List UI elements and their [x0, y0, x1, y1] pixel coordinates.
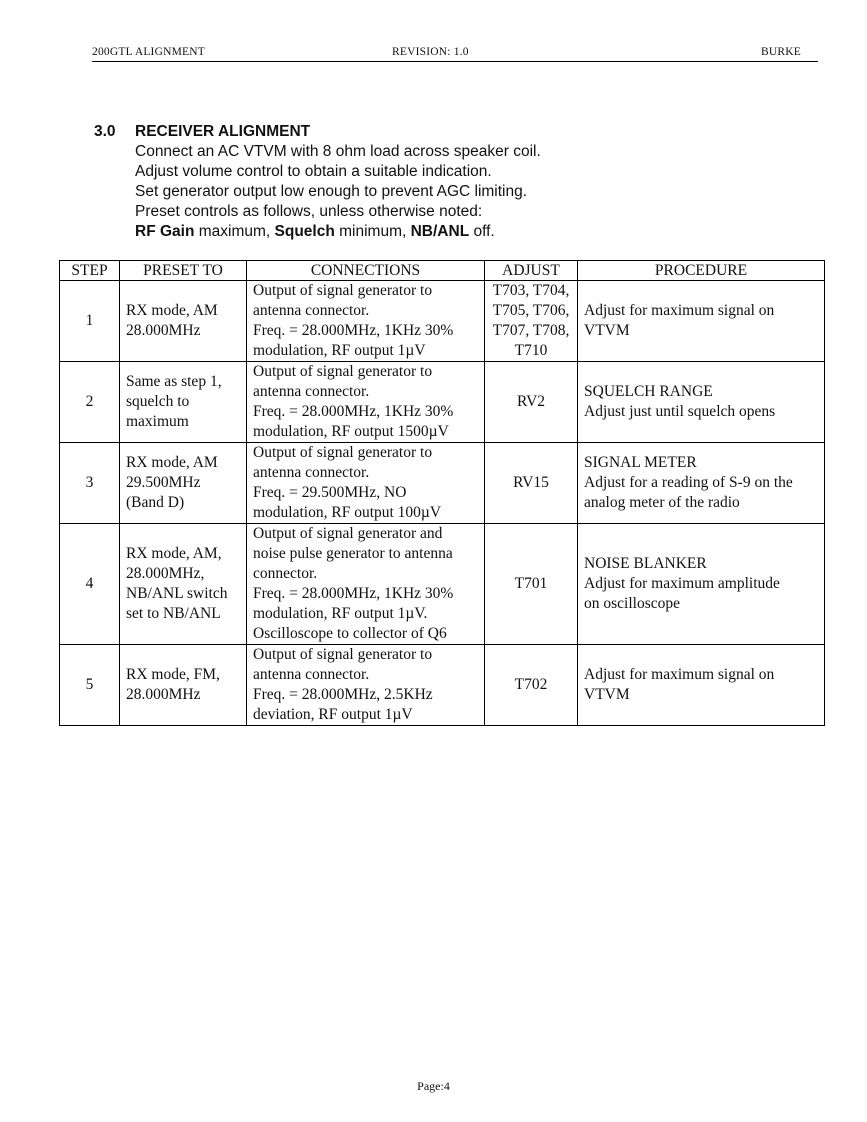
- adjust-cell-line: T710: [514, 342, 548, 359]
- adjust-cell: [485, 281, 578, 362]
- col-header-connections: CONNECTIONS: [247, 261, 485, 281]
- adjust-cell-line: T703, T704,: [492, 282, 570, 299]
- connections-cell-line: Oscilloscope to collector of Q6: [253, 625, 447, 642]
- header-author: BURKE: [761, 46, 801, 58]
- section-title: RECEIVER ALIGNMENT: [135, 123, 311, 140]
- squelch-value: minimum,: [334, 223, 411, 240]
- page-header: [92, 44, 818, 62]
- preset-cell-line: 28.000MHz,: [126, 565, 205, 582]
- instruction-line: Adjust volume control to obtain a suitable indication.: [135, 163, 492, 180]
- preset-cell: [120, 281, 247, 362]
- preset-controls-line: [135, 222, 774, 242]
- page-number: Page:4: [417, 1079, 450, 1093]
- procedure-cell-line: Adjust for maximum signal on: [584, 302, 775, 319]
- connections-cell-line: Output of signal generator to: [253, 444, 433, 461]
- preset-cell-line: 28.000MHz: [126, 686, 201, 703]
- procedure-cell-line: analog meter of the radio: [584, 494, 740, 511]
- header-revision: REVISION: 1.0: [392, 46, 469, 58]
- connections-cell-line: Output of signal generator to: [253, 363, 433, 380]
- preset-cell-line: RX mode, FM,: [126, 666, 220, 683]
- nbanl-label: NB/ANL: [410, 223, 470, 240]
- connections-cell: [247, 443, 485, 524]
- table-row: [60, 645, 825, 726]
- preset-cell-line: 29.500MHz: [126, 474, 201, 491]
- procedure-cell: [578, 443, 825, 524]
- adjust-cell-line: T701: [514, 575, 548, 592]
- instruction-line: Set generator output low enough to prevent AGC limiting.: [135, 183, 528, 200]
- adjust-cell-line: RV2: [516, 393, 546, 410]
- procedure-cell-line: Adjust for maximum amplitude: [584, 575, 780, 592]
- preset-cell-line: (Band D): [126, 494, 185, 511]
- step-cell: 2: [60, 362, 120, 443]
- procedure-cell: [578, 362, 825, 443]
- connections-cell: [247, 281, 485, 362]
- table-body: [60, 281, 825, 726]
- step-cell: 5: [60, 645, 120, 726]
- connections-cell-line: antenna connector.: [253, 666, 370, 683]
- table-row: [60, 443, 825, 524]
- connections-cell-line: deviation, RF output 1µV: [253, 706, 413, 723]
- instruction-line: Connect an AC VTVM with 8 ohm load across speaker coil.: [135, 143, 541, 160]
- adjust-cell-line: T705, T706,: [492, 302, 570, 319]
- preset-cell: [120, 443, 247, 524]
- connections-cell-line: Freq. = 28.000MHz, 1KHz 30%: [253, 403, 454, 420]
- preset-cell-line: RX mode, AM,: [126, 545, 222, 562]
- section-number: 3.0: [94, 123, 116, 140]
- connections-cell-line: Freq. = 28.000MHz, 2.5KHz: [253, 686, 433, 703]
- procedure-cell: [578, 524, 825, 645]
- table-header-row: [60, 261, 825, 281]
- procedure-cell-line: VTVM: [584, 322, 630, 339]
- adjust-cell: [485, 443, 578, 524]
- connections-cell-line: modulation, RF output 100µV: [253, 504, 442, 521]
- connections-cell: [247, 362, 485, 443]
- connections-cell-line: modulation, RF output 1µV: [253, 342, 426, 359]
- preset-cell-line: squelch to: [126, 393, 190, 410]
- header-doc-title: 200GTL ALIGNMENT: [92, 46, 205, 58]
- connections-cell: [247, 524, 485, 645]
- adjust-cell-line: T702: [514, 676, 548, 693]
- connections-cell-line: antenna connector.: [253, 464, 370, 481]
- step-cell: 1: [60, 281, 120, 362]
- col-header-adjust: ADJUST: [485, 261, 578, 281]
- squelch-label: Squelch: [274, 223, 335, 240]
- procedure-cell: [578, 281, 825, 362]
- connections-cell-line: connector.: [253, 565, 318, 582]
- connections-cell-line: Output of signal generator and: [253, 525, 443, 542]
- preset-cell-line: Same as step 1,: [126, 373, 222, 390]
- adjust-cell-line: RV15: [513, 474, 549, 491]
- connections-cell-line: modulation, RF output 1500µV: [253, 423, 449, 440]
- connections-cell-line: Freq. = 29.500MHz, NO: [253, 484, 407, 501]
- table-row: [60, 362, 825, 443]
- connections-cell-line: antenna connector.: [253, 383, 370, 400]
- procedure-cell-line: SIGNAL METER: [584, 454, 697, 471]
- adjust-cell-line: T707, T708,: [492, 322, 570, 339]
- procedure-cell-line: Adjust just until squelch opens: [584, 403, 776, 420]
- rf-gain-label: RF Gain: [135, 223, 195, 240]
- table-row: [60, 524, 825, 645]
- instruction-line: Preset controls as follows, unless otherwise noted:: [135, 203, 483, 220]
- step-cell: 3: [60, 443, 120, 524]
- col-header-preset: PRESET TO: [120, 261, 247, 281]
- col-header-step: STEP: [60, 261, 120, 281]
- preset-cell-line: 28.000MHz: [126, 322, 201, 339]
- connections-cell: [247, 645, 485, 726]
- alignment-table: [59, 260, 825, 726]
- preset-cell-line: NB/ANL switch: [126, 585, 228, 602]
- preset-cell: [120, 645, 247, 726]
- connections-cell-line: Freq. = 28.000MHz, 1KHz 30%: [253, 322, 454, 339]
- preset-cell-line: RX mode, AM: [126, 302, 218, 319]
- preset-cell-line: maximum: [126, 413, 189, 430]
- connections-cell-line: Output of signal generator to: [253, 282, 433, 299]
- procedure-cell: [578, 645, 825, 726]
- connections-cell-line: Freq. = 28.000MHz, 1KHz 30%: [253, 585, 454, 602]
- step-cell: 4: [60, 524, 120, 645]
- rf-gain-value: maximum,: [194, 223, 275, 240]
- connections-cell-line: antenna connector.: [253, 302, 370, 319]
- connections-cell-line: modulation, RF output 1µV.: [253, 605, 428, 622]
- connections-cell-line: Output of signal generator to: [253, 646, 433, 663]
- preset-cell-line: RX mode, AM: [126, 454, 218, 471]
- procedure-cell-line: Adjust for a reading of S-9 on the: [584, 474, 793, 491]
- procedure-cell-line: VTVM: [584, 686, 630, 703]
- procedure-cell-line: NOISE BLANKER: [584, 555, 707, 572]
- nbanl-value: off.: [469, 223, 495, 240]
- procedure-cell-line: Adjust for maximum signal on: [584, 666, 775, 683]
- receiver-alignment-section: [94, 122, 774, 242]
- adjust-cell: [485, 524, 578, 645]
- adjust-cell: [485, 645, 578, 726]
- col-header-procedure: PROCEDURE: [578, 261, 825, 281]
- connections-cell-line: noise pulse generator to antenna: [253, 545, 453, 562]
- procedure-cell-line: on oscilloscope: [584, 595, 680, 612]
- preset-cell: [120, 362, 247, 443]
- preset-cell-line: set to NB/ANL: [126, 605, 221, 622]
- table-row: [60, 281, 825, 362]
- procedure-cell-line: SQUELCH RANGE: [584, 383, 713, 400]
- adjust-cell: [485, 362, 578, 443]
- preset-cell: [120, 524, 247, 645]
